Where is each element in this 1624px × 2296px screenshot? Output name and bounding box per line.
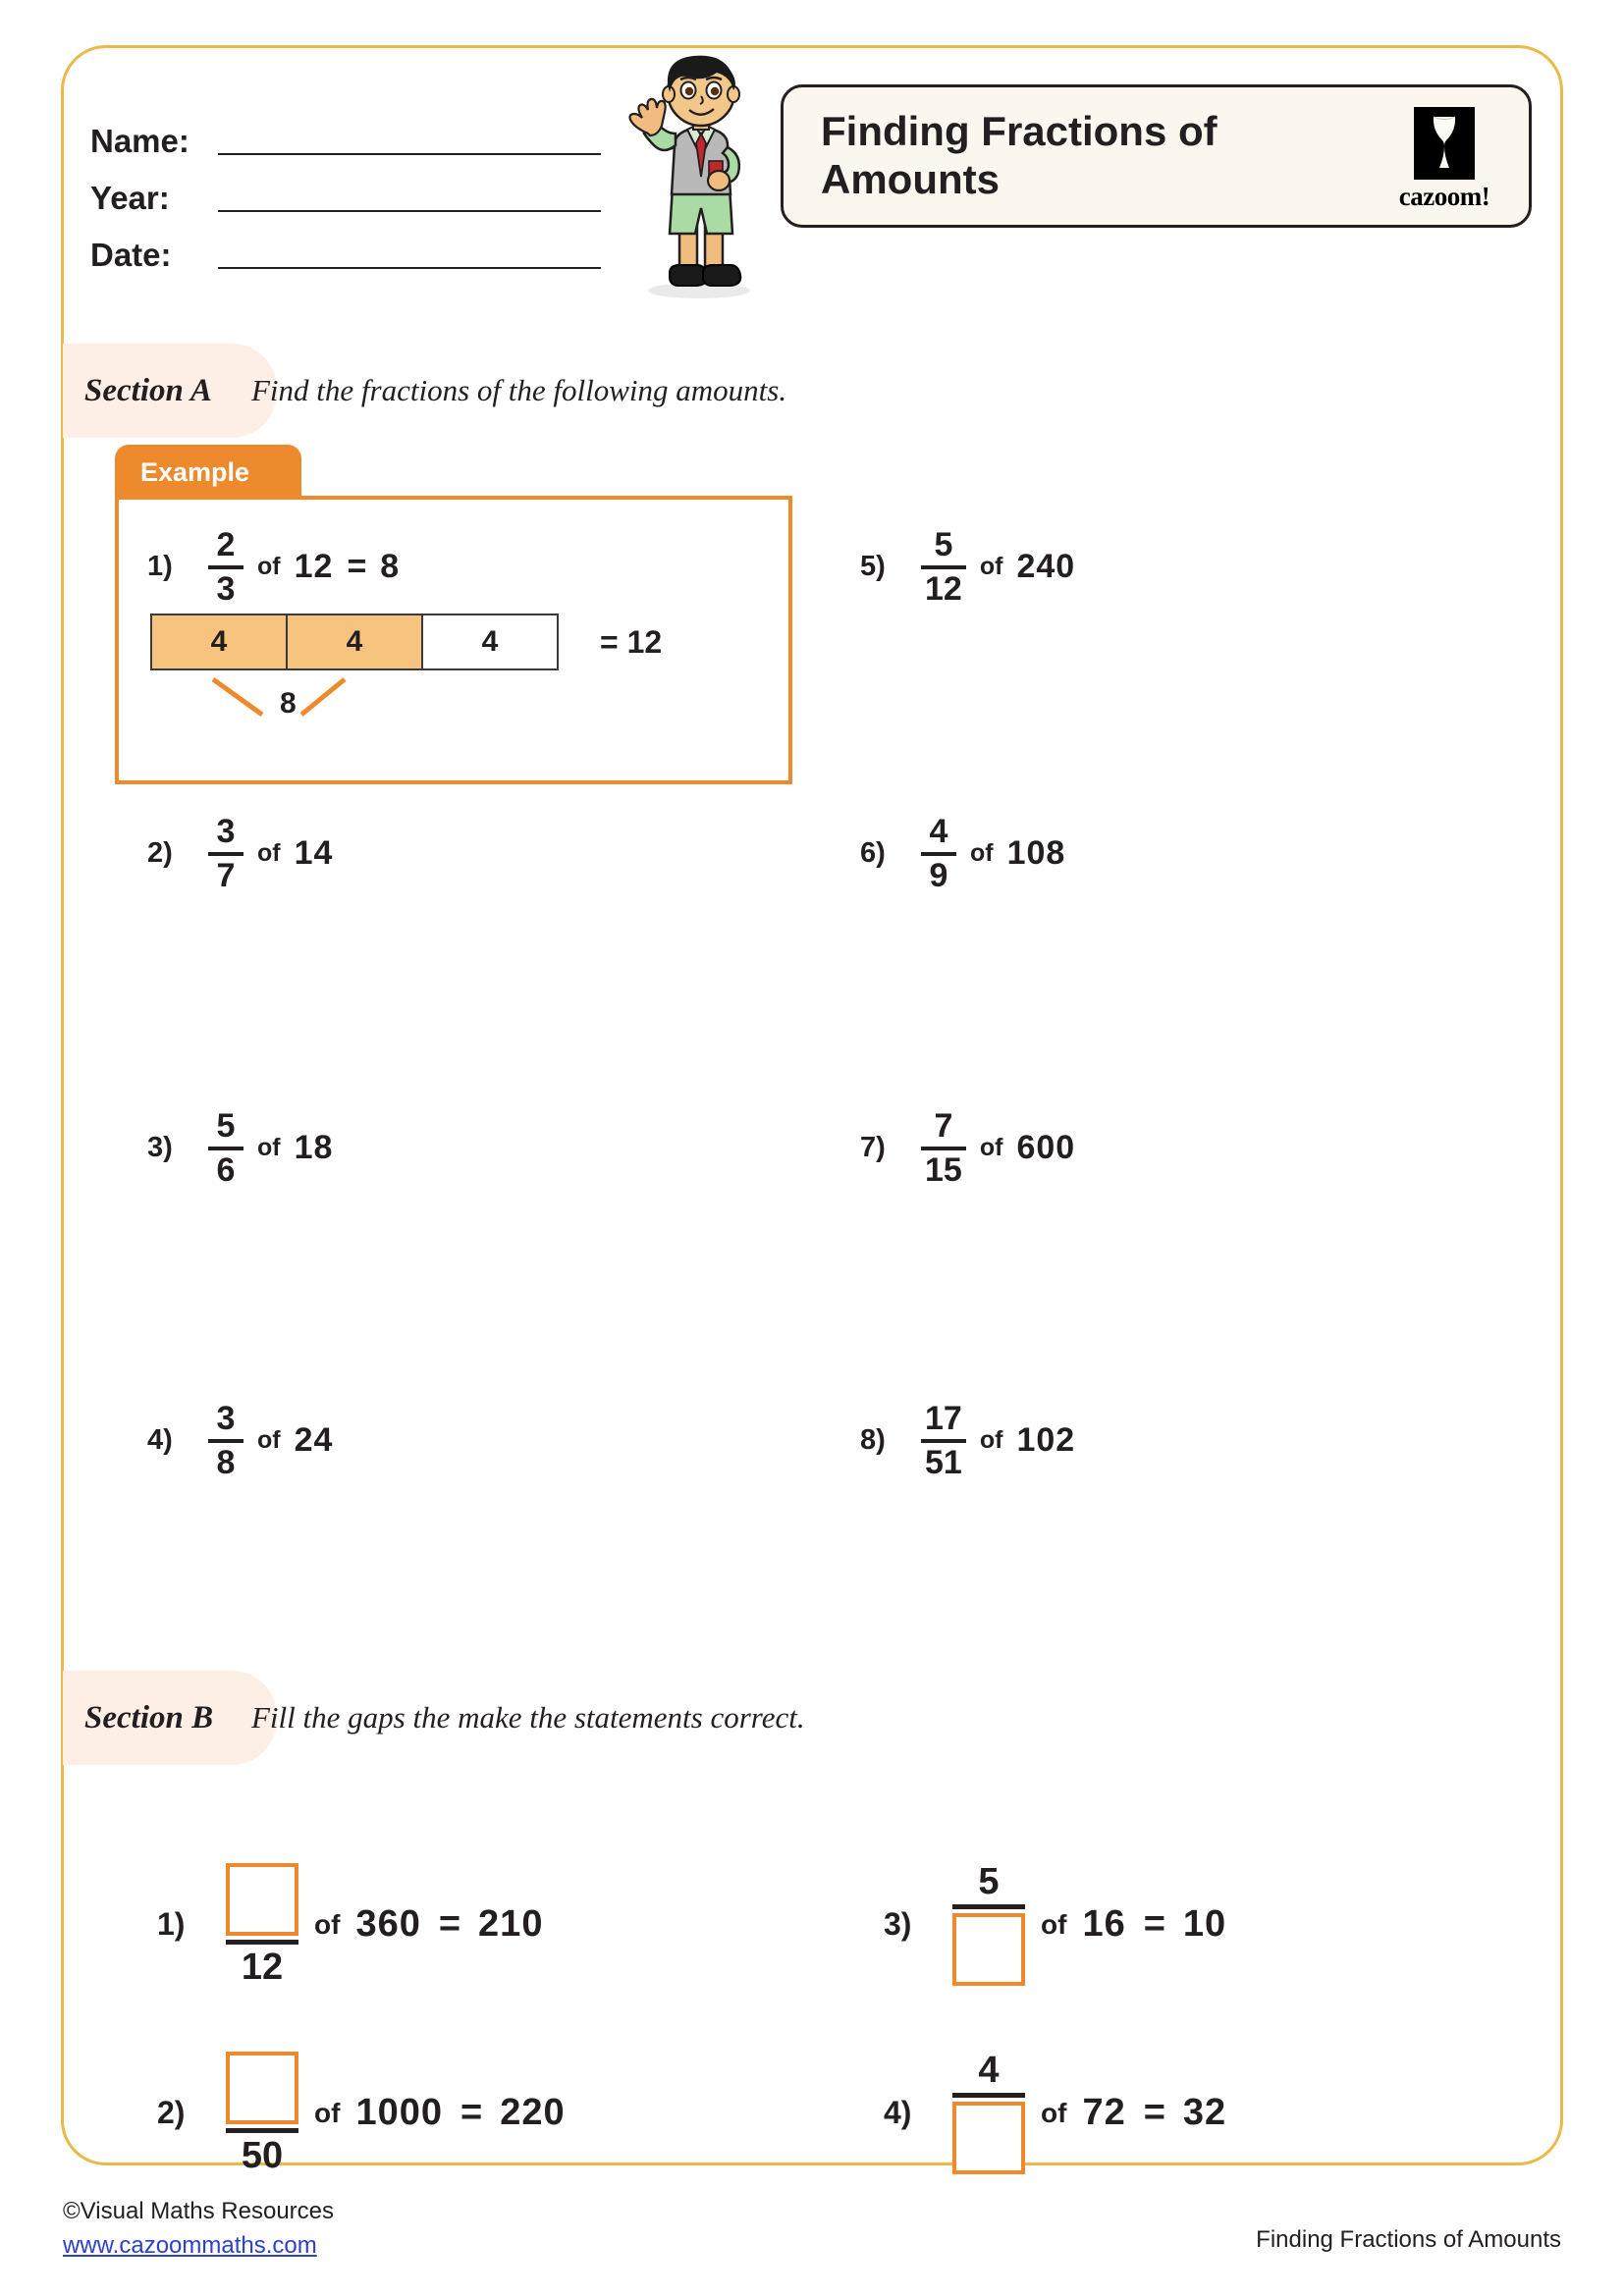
question-amount: 14 [294,834,334,873]
bar-cell: 4 [286,614,423,670]
fraction-bar [208,1439,244,1443]
of-label: of [257,553,281,581]
example-answer: 8 [380,548,401,586]
of-label: of [257,839,281,868]
cazoom-hourglass-icon [1414,107,1475,180]
of-label: of [314,1908,341,1940]
bar-model-cells [152,614,559,670]
section-a-description: Find the fractions of the following amounts. [251,373,787,407]
question-amount: 600 [1016,1129,1076,1167]
fraction-with-blank [952,1863,1025,1986]
fraction-bar [208,565,244,569]
question-number: 1) [147,551,173,583]
question-amount: 72 [1082,2092,1126,2133]
fraction-bar [952,2093,1025,2098]
fraction-bar [952,1904,1025,1909]
section-b-description: Fill the gaps the make the statements correct. [251,1700,805,1735]
fraction-numerator: 3 [216,1400,236,1437]
name-input-line[interactable] [218,152,601,155]
answer-box-denominator[interactable] [952,2102,1025,2174]
question-number: 4) [147,1424,173,1457]
fraction-numerator: 2 [216,526,236,563]
waving-schoolboy-illustration [619,51,776,301]
fraction [921,1109,966,1187]
fraction-bar [208,852,244,856]
fraction-bar [921,565,966,569]
name-label: Name: [90,123,189,159]
fraction [921,1402,966,1479]
question-result: 32 [1182,2092,1227,2133]
question-number: 6) [860,837,886,870]
answer-box-numerator[interactable] [226,1863,298,1936]
fraction [208,528,244,606]
question-amount: 240 [1016,548,1076,586]
question-amount: 16 [1082,1903,1126,1945]
section-b-name: Section B [84,1699,214,1735]
of-label: of [1041,1908,1067,1940]
copyright-text: ©Visual Maths Resources [63,2198,335,2224]
bar-model [152,614,662,670]
bar-model-brace-icon [152,673,466,730]
fraction-with-blank [226,1863,298,1986]
fraction [208,1402,244,1479]
fraction-bar [921,1147,966,1150]
equals-sign: = [1143,2092,1165,2133]
student-info-fields [90,106,601,277]
question-amount: 1000 [355,2092,443,2133]
fraction-denominator: 6 [216,1150,236,1189]
section-a-header [84,344,786,438]
example-tab-label: Example [115,445,301,500]
answer-box-numerator[interactable] [226,2052,298,2124]
fraction-with-blank [226,2052,298,2174]
example-question-1 [147,528,400,606]
question-number: 2) [157,2095,186,2130]
question-number: 3) [147,1132,173,1164]
fraction-numerator: 4 [978,2050,1000,2091]
website-link[interactable]: www.cazoommaths.com [63,2231,317,2259]
fraction-denominator: 51 [925,1443,962,1481]
fraction-denominator: 8 [216,1443,236,1481]
date-input-line[interactable] [218,266,601,269]
of-label: of [979,1426,1003,1455]
fraction-denominator: 50 [241,2135,284,2176]
page-title: Finding Fractions of Amounts [821,108,1218,202]
of-label: of [257,1134,281,1162]
question-amount: 102 [1016,1421,1076,1460]
question-result: 210 [478,1903,544,1945]
fraction-numerator: 3 [216,813,236,850]
question-result: 220 [500,2092,566,2133]
year-field-row [90,163,601,220]
cazoom-logo [1393,107,1495,212]
date-field-row [90,220,601,277]
question-6 [860,815,1065,892]
cazoom-wordmark: cazoom! [1398,182,1490,211]
question-amount: 12 [294,548,334,586]
footer-left [63,2195,334,2264]
fraction-bar [921,852,956,856]
year-input-line[interactable] [218,209,601,212]
bar-cell: 4 [421,614,559,670]
date-label: Date: [90,237,172,273]
of-label: of [314,2097,341,2128]
question-number: 5) [860,551,886,583]
fraction [208,1109,244,1187]
question-number: 4) [884,2095,912,2130]
question-7 [860,1109,1075,1187]
question-amount: 24 [294,1421,334,1460]
section-b-header [84,1671,805,1765]
fraction [921,528,966,606]
section-b-question-3 [884,1863,1226,1986]
name-field-row [90,106,601,163]
question-amount: 108 [1006,834,1066,873]
fraction-denominator: 15 [925,1150,962,1189]
fraction-numerator: 7 [934,1107,953,1145]
section-b-question-4 [884,2052,1226,2174]
bar-model-total: = 12 [600,623,663,660]
fraction-denominator: 9 [929,856,948,894]
question-number: 7) [860,1132,886,1164]
fraction [208,815,244,892]
fraction-numerator: 5 [934,526,953,563]
fraction-numerator: 17 [925,1400,962,1437]
year-label: Year: [90,180,170,216]
section-b-question-1 [157,1863,543,1986]
fraction-numerator: 4 [929,813,948,850]
question-2 [147,815,333,892]
footer-worksheet-name: Finding Fractions of Amounts [1256,2226,1561,2253]
section-b-question-2 [157,2052,566,2174]
equals-sign: = [438,1903,461,1945]
fraction-numerator: 5 [216,1107,236,1145]
question-number: 3) [884,1906,912,1942]
question-amount: 18 [294,1129,334,1167]
fraction-with-blank [952,2052,1025,2174]
fraction-bar [226,2128,298,2133]
fraction-denominator: 12 [241,1947,284,1988]
fraction-bar [921,1439,966,1443]
fraction-bar [226,1940,298,1945]
question-3 [147,1109,333,1187]
question-amount: 360 [355,1903,421,1945]
equals-sign: = [1143,1903,1165,1945]
fraction [921,815,956,892]
question-5 [860,528,1075,606]
answer-box-denominator[interactable] [952,1913,1025,1986]
bar-model-brace-label: 8 [280,687,297,720]
of-label: of [1041,2097,1067,2128]
of-label: of [970,839,994,868]
fraction-numerator: 5 [978,1861,1000,1902]
equals-sign: = [460,2092,483,2133]
section-a-name: Section A [84,372,212,408]
of-label: of [979,1134,1003,1162]
fraction-denominator: 3 [216,569,236,608]
of-label: of [979,553,1003,581]
equals-sign: = [347,548,367,586]
question-8 [860,1402,1075,1479]
question-number: 8) [860,1424,886,1457]
fraction-denominator: 12 [925,569,962,608]
question-result: 10 [1182,1903,1227,1945]
fraction-denominator: 7 [216,856,236,894]
question-4 [147,1402,333,1479]
bar-cell: 4 [150,614,288,670]
question-number: 1) [157,1906,186,1942]
worksheet-title-box [781,84,1532,228]
fraction-bar [208,1147,244,1150]
of-label: of [257,1426,281,1455]
question-number: 2) [147,837,173,870]
